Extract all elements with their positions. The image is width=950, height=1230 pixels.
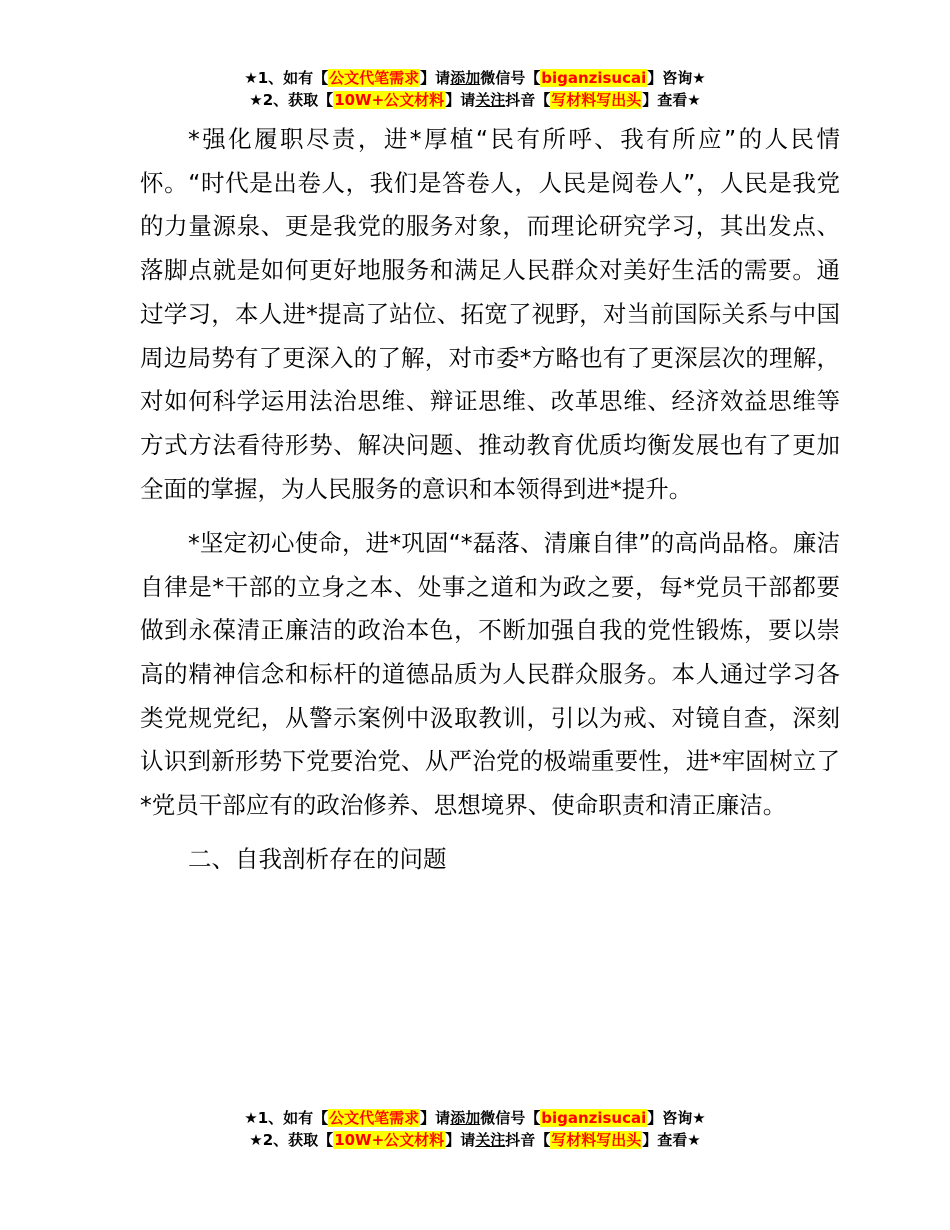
promo-highlight-wechat-id: biganzisucai	[541, 1109, 647, 1127]
promo-highlight-wechat-id: biganzisucai	[541, 69, 647, 87]
header-promo-banner	[0, 67, 950, 111]
section-heading: 二、自我剖析存在的问题	[188, 845, 447, 874]
promo-text: 】请	[445, 1131, 476, 1149]
promo-highlight-douyin: 写材料写出头	[551, 1131, 642, 1149]
promo-text: 】查看★	[642, 1131, 701, 1149]
promo-underline-add: 添加	[450, 69, 481, 87]
promo-text: 微信号【	[480, 69, 541, 87]
promo-text: ★2、获取【	[249, 1131, 334, 1149]
promo-highlight-materials: 10W+公文材料	[334, 1131, 445, 1149]
promo-text: 抖音【	[505, 1131, 551, 1149]
promo-text: 抖音【	[505, 91, 551, 109]
document-body	[140, 118, 840, 882]
promo-highlight-service: 公文代笔需求	[329, 1109, 420, 1127]
promo-text: 】请	[420, 1109, 451, 1127]
promo-highlight-service: 公文代笔需求	[329, 69, 420, 87]
promo-underline-follow: 关注	[475, 91, 506, 109]
promo-line-2	[0, 1129, 950, 1151]
promo-text: 】查看★	[642, 91, 701, 109]
body-paragraph-2: *坚定初心使命，进*巩固“*磊落、清廉自律”的高尚品格。廉洁自律是*干部的立身之本、处事之道和为政之要，每*党员干部都要做到永葆清正廉洁的政治本色，不断加强自我的党性锻炼，要以崇高的精神信念和标杆的道德品质为人民群众服务。本人通过学习各类党规党纪，从警示案例中汲取教训，引以为戒、对镜自查，深刻认识到新形势下党要治党、从严治党的极端重要性，进*牢固树立了*党员干部应有的政治修养、思想境界、使命职责和清正廉洁。	[140, 528, 840, 820]
body-paragraph-1: *强化履职尽责，进*厚植“民有所呼、我有所应”的人民情怀。“时代是出卷人，我们是答卷人，人民是阅卷人”，人民是我党的力量源泉、更是我党的服务对象，而理论研究学习，其出发点、落脚点就是如何更好地服务和满足人民群众对美好生活的需要。通过学习，本人进*提高了站位、拓宽了视野，对当前国际关系与中国周边局势有了更深入的了解，对市委*方略也有了更深层次的理解，对如何科学运用法治思维、辩证思维、改革思维、经济效益思维等方式方法看待形势、解决问题、推动教育优质均衡发展也有了更加全面的掌握，为人民服务的意识和本领得到进*提升。	[140, 125, 840, 503]
promo-highlight-douyin: 写材料写出头	[551, 91, 642, 109]
promo-text: 】咨询★	[647, 1109, 706, 1127]
promo-underline-add: 添加	[450, 1109, 481, 1127]
promo-line-1	[0, 67, 950, 89]
promo-line-1	[0, 1107, 950, 1129]
promo-text: 】请	[420, 69, 451, 87]
promo-highlight-materials: 10W+公文材料	[334, 91, 445, 109]
footer-promo-banner	[0, 1107, 950, 1151]
promo-text: 】咨询★	[647, 69, 706, 87]
promo-text: 】请	[445, 91, 476, 109]
promo-line-2	[0, 89, 950, 111]
promo-text: ★2、获取【	[249, 91, 334, 109]
promo-text: ★1、如有【	[244, 1109, 329, 1127]
promo-text: ★1、如有【	[244, 69, 329, 87]
promo-text: 微信号【	[480, 1109, 541, 1127]
promo-underline-follow: 关注	[475, 1131, 506, 1149]
